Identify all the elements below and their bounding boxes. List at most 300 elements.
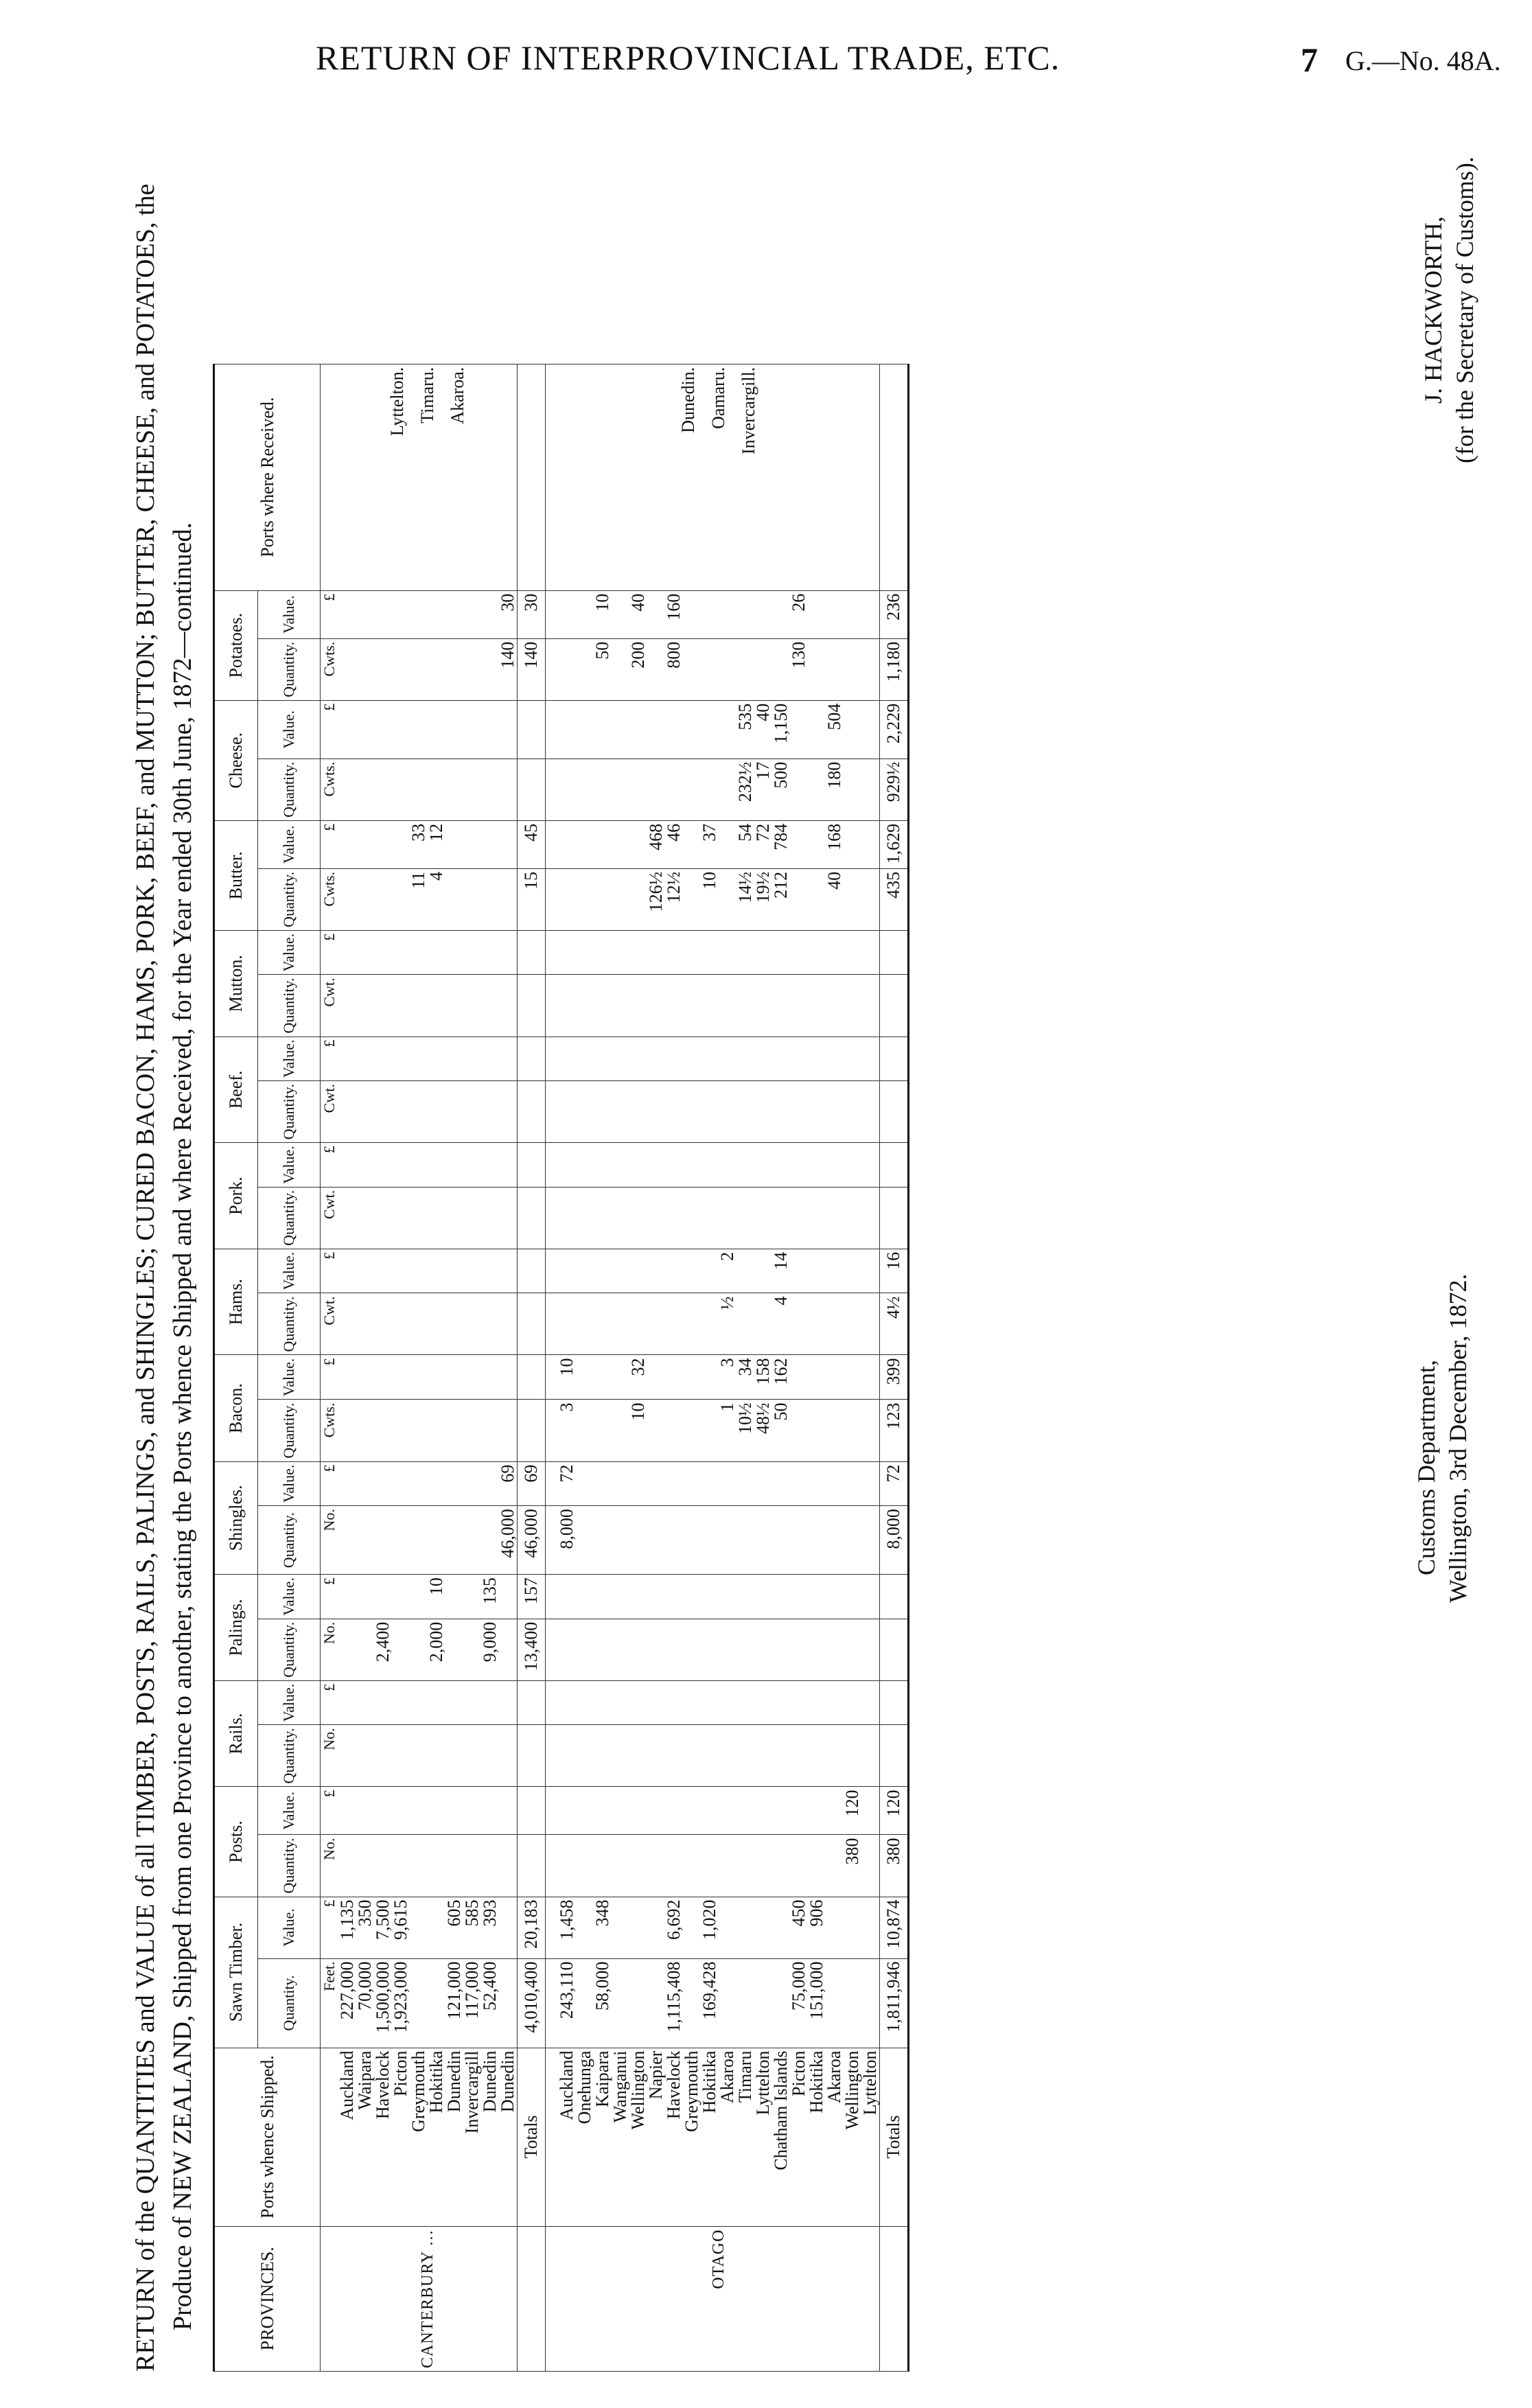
data-cell (428, 1400, 445, 1461)
data-cell (665, 1143, 683, 1188)
data-cell (861, 590, 880, 638)
data-cell (736, 975, 754, 1037)
data-cell (790, 1787, 808, 1835)
data-cell: 26 (790, 590, 808, 638)
data-cell (594, 1461, 612, 1506)
return-title-line1: RETURN of the QUANTITIES and VALUE of all TIMBER, POSTS, RAILS, PALINGS, and SHINGLES; CURED BACON, HAMS, PORK, BEEF, and MUTTON; BUTTER, CHEESE, and POTATOES, the (131, 183, 160, 2372)
data-cell (790, 1461, 808, 1506)
data-cell (612, 759, 629, 820)
data-cell: 130 (790, 638, 808, 700)
data-cell (808, 1293, 826, 1355)
data-cell (392, 700, 410, 759)
data-cell: 33 (410, 820, 428, 868)
quantity-header: Quantity. (258, 1835, 321, 1897)
data-cell (844, 1187, 861, 1249)
quantity-header: Quantity. (258, 1400, 321, 1461)
port-whence-cell: Dunedin (445, 2048, 463, 2226)
unit-cell: Cwts. (321, 638, 339, 700)
port-received-name: Timaru. (417, 367, 437, 424)
data-cell: 168 (826, 820, 844, 868)
data-cell (629, 1461, 647, 1506)
data-cell (754, 1187, 772, 1249)
gap-cell (546, 1575, 559, 1619)
data-cell (683, 820, 701, 868)
data-cell (719, 1897, 736, 1958)
data-cell (772, 1680, 790, 1725)
unit-cell: £ (321, 1461, 339, 1506)
data-cell (665, 1506, 683, 1575)
data-cell: 48½ (754, 1400, 772, 1461)
totals-spacer (518, 2226, 546, 2371)
data-cell (392, 1143, 410, 1188)
data-cell (499, 1081, 518, 1143)
data-cell (647, 1461, 665, 1506)
data-cell (594, 1506, 612, 1575)
data-cell (392, 638, 410, 700)
port-whence-cell: Lyttelton (754, 2048, 772, 2226)
data-cell (719, 1835, 736, 1897)
data-cell (392, 1787, 410, 1835)
data-cell (647, 700, 665, 759)
data-cell (410, 1725, 428, 1787)
gap-cell (546, 1619, 559, 1680)
unit-cell: £ (321, 1355, 339, 1400)
data-cell (754, 1787, 772, 1835)
data-cell (428, 1187, 445, 1249)
data-cell (826, 1293, 844, 1355)
data-cell (481, 1037, 499, 1081)
port-whence-cell: Akaroa (719, 2048, 736, 2226)
data-cell (338, 1787, 356, 1835)
data-cell (374, 868, 392, 930)
data-cell (374, 1081, 392, 1143)
data-cell (463, 1680, 481, 1725)
table-row (754, 364, 772, 2371)
data-cell (410, 1293, 428, 1355)
data-cell (428, 1897, 445, 1958)
total-cell (518, 1143, 546, 1188)
data-cell (683, 700, 701, 759)
data-cell (463, 638, 481, 700)
data-cell: 17 (754, 759, 772, 820)
data-cell (445, 1787, 463, 1835)
data-cell: 468 (647, 820, 665, 868)
data-cell (719, 1575, 736, 1619)
data-cell (629, 1835, 647, 1897)
value-header: Value. (258, 590, 321, 638)
data-cell (612, 1619, 629, 1680)
data-cell (826, 1187, 844, 1249)
data-cell (844, 759, 861, 820)
data-cell (665, 1249, 683, 1293)
gap-cell (546, 930, 559, 975)
data-cell (481, 1835, 499, 1897)
port-received-name: Akaroa. (448, 367, 467, 424)
data-cell (445, 1249, 463, 1293)
data-cell (736, 1619, 754, 1680)
data-cell (754, 975, 772, 1037)
data-cell (410, 759, 428, 820)
data-cell: 46 (665, 820, 683, 868)
data-cell (861, 1400, 880, 1461)
group-header: Pork. (214, 1143, 258, 1249)
data-cell (683, 1787, 701, 1835)
data-cell (594, 820, 612, 868)
total-cell: 120 (880, 1787, 909, 1835)
data-cell (754, 590, 772, 638)
data-cell (701, 1835, 719, 1897)
data-cell (356, 590, 374, 638)
total-cell (518, 1249, 546, 1293)
data-cell (736, 1081, 754, 1143)
data-cell (772, 1787, 790, 1835)
data-cell (629, 1187, 647, 1249)
data-cell (594, 1725, 612, 1787)
data-cell (612, 1835, 629, 1897)
dept-line1: Customs Department, (1413, 1360, 1440, 1575)
data-cell (499, 1037, 518, 1081)
data-cell: 800 (665, 638, 683, 700)
data-cell (410, 1897, 428, 1958)
unit-cell: £ (321, 820, 339, 868)
port-received-name: Oamaru. (708, 367, 728, 429)
table-row (338, 364, 356, 2371)
data-cell (374, 1725, 392, 1787)
table-row (665, 364, 683, 2371)
data-cell (392, 1461, 410, 1506)
data-cell (558, 590, 576, 638)
port-whence-cell: Invercargill (463, 2048, 481, 2226)
data-cell: 40 (629, 590, 647, 638)
data-cell (338, 1355, 356, 1400)
data-cell (701, 1293, 719, 1355)
data-cell (790, 1249, 808, 1293)
data-cell (612, 1958, 629, 2048)
data-cell (844, 868, 861, 930)
data-cell (701, 1619, 719, 1680)
data-cell (683, 1355, 701, 1400)
data-cell (647, 1037, 665, 1081)
unit-cell: £ (321, 1143, 339, 1188)
data-cell (499, 820, 518, 868)
data-cell: 500 (772, 759, 790, 820)
data-cell (445, 1187, 463, 1249)
data-cell (647, 759, 665, 820)
total-cell: 13,400 (518, 1619, 546, 1680)
gap-cell (546, 364, 559, 590)
data-cell (647, 1187, 665, 1249)
data-cell (576, 1506, 594, 1575)
data-cell (392, 1037, 410, 1081)
data-cell (558, 1081, 576, 1143)
data-cell (499, 975, 518, 1037)
data-cell (612, 1787, 629, 1835)
total-cell: 929½ (880, 759, 909, 820)
data-cell: 906 (808, 1897, 826, 1958)
total-cell (518, 930, 546, 975)
data-cell (612, 1249, 629, 1293)
dept-line2: Wellington, 3rd December, 1872. (1444, 1273, 1472, 1603)
data-cell (594, 975, 612, 1037)
data-cell (844, 1897, 861, 1958)
quantity-header: Quantity. (258, 1187, 321, 1249)
port-whence-cell: Hokitika (808, 2048, 826, 2226)
data-cell (808, 590, 826, 638)
group-header: Potatoes. (214, 590, 258, 700)
data-cell (576, 1897, 594, 1958)
data-cell (445, 1835, 463, 1897)
data-cell (410, 1506, 428, 1575)
data-cell (790, 975, 808, 1037)
data-cell (356, 975, 374, 1037)
data-cell (790, 820, 808, 868)
data-cell (445, 1575, 463, 1619)
data-cell (665, 759, 683, 820)
data-cell (499, 1187, 518, 1249)
gap-cell (546, 700, 559, 759)
data-cell (736, 1461, 754, 1506)
total-cell (518, 700, 546, 759)
data-cell (754, 1897, 772, 1958)
data-cell (808, 638, 826, 700)
data-cell (410, 700, 428, 759)
data-cell (481, 1400, 499, 1461)
data-cell (338, 700, 356, 759)
data-cell (629, 1897, 647, 1958)
units-spacer (321, 364, 339, 590)
data-cell (808, 1619, 826, 1680)
data-cell (861, 1619, 880, 1680)
data-cell: 46,000 (499, 1506, 518, 1575)
data-cell (647, 1897, 665, 1958)
data-cell (338, 975, 356, 1037)
data-cell (861, 1958, 880, 2048)
data-cell (576, 1037, 594, 1081)
data-cell (647, 975, 665, 1037)
data-cell (683, 590, 701, 638)
data-cell (594, 1787, 612, 1835)
value-header: Value. (258, 820, 321, 868)
data-cell (428, 1835, 445, 1897)
gap-cell (546, 638, 559, 700)
data-cell (428, 590, 445, 638)
ports-received-otago (558, 364, 880, 590)
data-cell (558, 1143, 576, 1188)
data-cell (719, 820, 736, 868)
port-whence-cell: Onehunga (576, 2048, 594, 2226)
gap-cell (546, 820, 559, 868)
data-cell (356, 1680, 374, 1725)
data-cell: 12½ (665, 868, 683, 930)
data-cell (481, 1293, 499, 1355)
data-cell (338, 1187, 356, 1249)
data-cell: 450 (790, 1897, 808, 1958)
gap-cell (546, 1680, 559, 1725)
data-cell (463, 1575, 481, 1619)
data-cell (374, 1037, 392, 1081)
data-cell (790, 930, 808, 975)
data-cell (754, 1506, 772, 1575)
data-cell (445, 1506, 463, 1575)
unit-cell: No. (321, 1506, 339, 1575)
data-cell (612, 868, 629, 930)
ports-received-canterbury (338, 364, 518, 590)
data-cell (594, 1081, 612, 1143)
data-cell (558, 975, 576, 1037)
data-cell (499, 1293, 518, 1355)
unit-cell: Cwts. (321, 868, 339, 930)
data-cell (463, 1355, 481, 1400)
data-cell: 350 (356, 1897, 374, 1958)
data-cell (612, 1461, 629, 1506)
data-cell (790, 700, 808, 759)
data-cell (499, 1835, 518, 1897)
data-cell (463, 1143, 481, 1188)
data-cell (790, 1187, 808, 1249)
data-cell (754, 1958, 772, 2048)
gap-cell (546, 975, 559, 1037)
data-cell (463, 1249, 481, 1293)
data-cell: 75,000 (790, 1958, 808, 2048)
data-cell (576, 930, 594, 975)
data-cell (374, 590, 392, 638)
data-cell (558, 1037, 576, 1081)
data-cell: 2,400 (374, 1619, 392, 1680)
total-cell: 45 (518, 820, 546, 868)
data-cell (338, 1575, 356, 1619)
data-cell (719, 1081, 736, 1143)
data-cell (861, 1575, 880, 1619)
data-cell (428, 930, 445, 975)
data-cell (701, 1680, 719, 1725)
total-cell (518, 759, 546, 820)
data-cell (665, 975, 683, 1037)
data-cell (356, 1461, 374, 1506)
data-cell (844, 1293, 861, 1355)
data-cell (576, 1400, 594, 1461)
data-cell (861, 975, 880, 1037)
ports-where-header: Ports where Received. (214, 364, 321, 590)
data-cell (754, 1143, 772, 1188)
unit-cell: No. (321, 1835, 339, 1897)
data-cell (594, 1835, 612, 1897)
data-cell (576, 1835, 594, 1897)
data-cell (410, 930, 428, 975)
port-whence-cell: Hokitika (701, 2048, 719, 2226)
data-cell (754, 1835, 772, 1897)
data-cell (665, 1293, 683, 1355)
table-row (481, 364, 499, 2371)
data-cell (481, 590, 499, 638)
gap-cell (546, 1249, 559, 1293)
total-cell: 15 (518, 868, 546, 930)
data-cell (665, 1725, 683, 1787)
quantity-header: Quantity. (258, 759, 321, 820)
data-cell (481, 930, 499, 975)
data-cell (826, 1400, 844, 1461)
data-cell (826, 1461, 844, 1506)
totals-row (880, 364, 909, 2371)
data-cell (844, 1619, 861, 1680)
data-cell (754, 1293, 772, 1355)
unit-cell: No. (321, 1725, 339, 1787)
data-cell (392, 1835, 410, 1897)
data-cell (701, 759, 719, 820)
table-row (594, 364, 612, 2371)
data-cell (647, 1506, 665, 1575)
data-cell (612, 590, 629, 638)
signature-block (1417, 157, 1481, 463)
data-cell (719, 1680, 736, 1725)
gap-cell (546, 1835, 559, 1897)
data-cell (410, 1575, 428, 1619)
data-cell (612, 1575, 629, 1619)
total-cell (880, 1575, 909, 1619)
data-cell (445, 1461, 463, 1506)
data-cell (826, 1143, 844, 1188)
data-cell (861, 820, 880, 868)
data-cell (356, 1619, 374, 1680)
data-cell: 140 (499, 638, 518, 700)
data-cell: 10 (701, 868, 719, 930)
data-cell (861, 1081, 880, 1143)
data-cell (826, 1958, 844, 2048)
data-cell (428, 638, 445, 700)
data-cell (612, 930, 629, 975)
total-cell: 46,000 (518, 1506, 546, 1575)
data-cell (808, 1575, 826, 1619)
data-cell: 169,428 (701, 1958, 719, 2048)
data-cell (428, 700, 445, 759)
data-cell (790, 1575, 808, 1619)
data-cell (647, 930, 665, 975)
data-cell (844, 1355, 861, 1400)
total-cell (518, 1037, 546, 1081)
data-cell (612, 1293, 629, 1355)
data-cell: 72 (558, 1461, 576, 1506)
data-cell (844, 1958, 861, 2048)
unit-cell: Cwts. (321, 759, 339, 820)
port-whence-cell: Greymouth (683, 2048, 701, 2226)
gap-cell (546, 1725, 559, 1787)
data-cell: 180 (826, 759, 844, 820)
data-cell (612, 700, 629, 759)
data-cell (826, 1619, 844, 1680)
data-cell (558, 1680, 576, 1725)
data-cell (754, 1461, 772, 1506)
port-whence-cell: Dunedin (499, 2048, 518, 2226)
data-cell: 30 (499, 590, 518, 638)
data-cell (629, 1619, 647, 1680)
data-cell (754, 638, 772, 700)
data-cell (338, 1461, 356, 1506)
port-whence-cell: Picton (790, 2048, 808, 2226)
signatory-role: (for the Secretary of Customs). (1451, 157, 1478, 463)
data-cell (374, 1835, 392, 1897)
port-whence-cell: Akaroa (826, 2048, 844, 2226)
data-cell (374, 1506, 392, 1575)
data-cell (665, 1680, 683, 1725)
data-cell (861, 1293, 880, 1355)
data-cell (719, 638, 736, 700)
data-cell (772, 1619, 790, 1680)
data-cell (576, 820, 594, 868)
data-cell (629, 975, 647, 1037)
data-cell: 7,500 (374, 1897, 392, 1958)
port-whence-cell: Havelock (665, 2048, 683, 2226)
data-cell (808, 700, 826, 759)
data-cell (356, 1187, 374, 1249)
